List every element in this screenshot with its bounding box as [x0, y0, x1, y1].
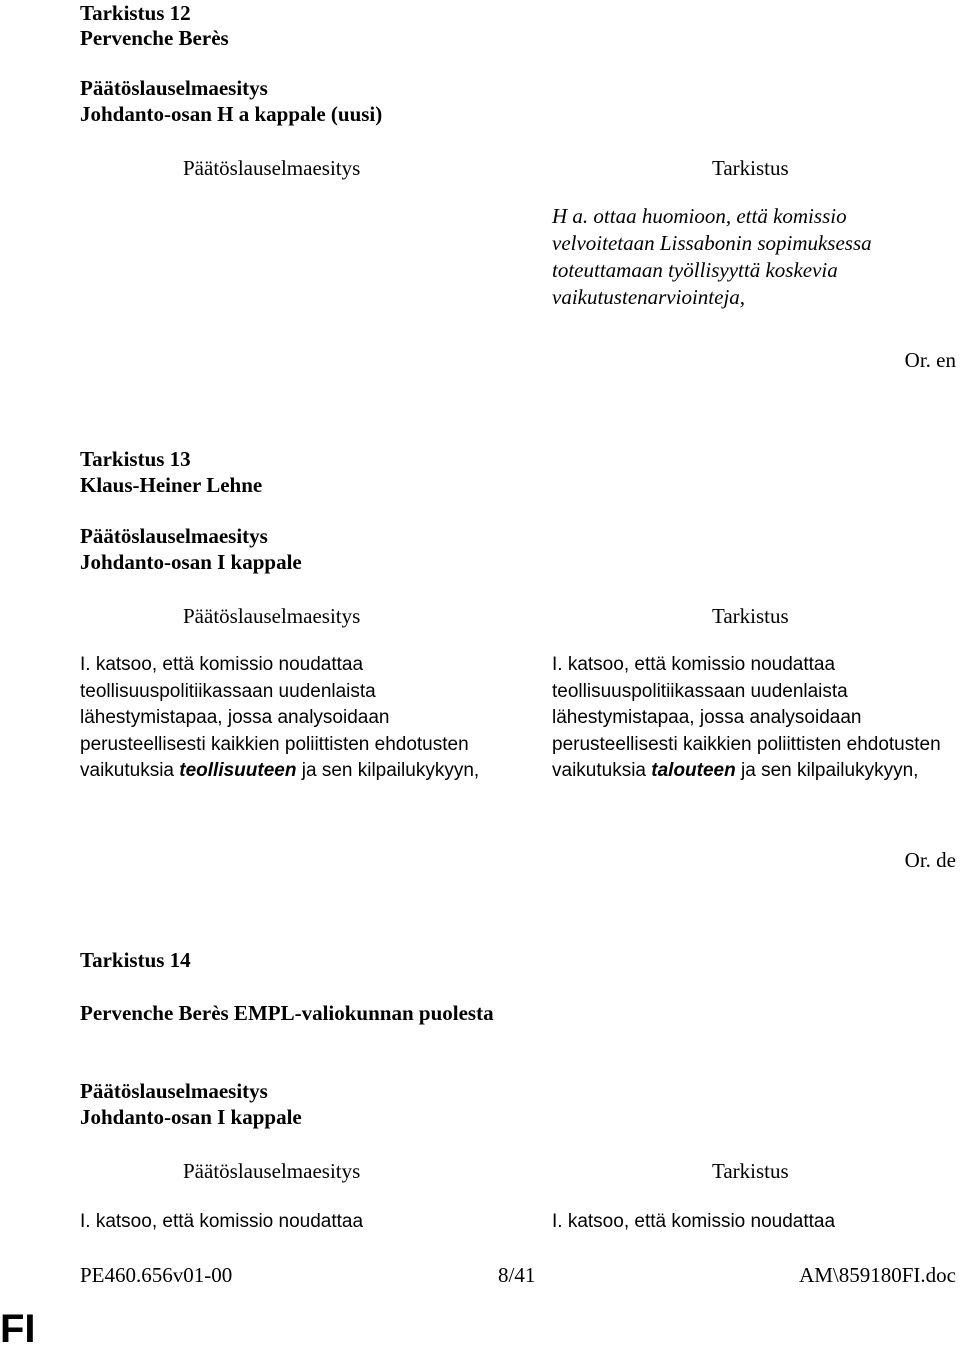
amendment-12-section: Johdanto-osan H a kappale (uusi)	[80, 102, 383, 126]
amendment-13-col-left-header: Päätöslauselmaesitys	[183, 604, 361, 628]
amendment-14-author: Pervenche Berès EMPL-valiokunnan puolesta	[80, 1001, 494, 1025]
footer-page-number: 8/41	[498, 1263, 536, 1287]
amendment-12-right-line-2: velvoitetaan Lissabonin sopimuksessa	[552, 231, 872, 255]
amendment-12-author: Pervenche Berès	[80, 26, 229, 50]
amendment-14-right-text: I. katsoo, että komissio noudattaa	[552, 1211, 836, 1232]
footer-filename: AM\859180FI.doc	[799, 1263, 956, 1287]
amendment-13-section: Johdanto-osan I kappale	[80, 550, 302, 574]
amendment-13-original-language: Or. de	[904, 848, 956, 872]
amendment-14-left-text: I. katsoo, että komissio noudattaa	[80, 1211, 364, 1232]
amendment-13-doc-label: Päätöslauselmaesitys	[80, 524, 268, 548]
amendment-13-right-emphasis: talouteen	[651, 760, 736, 781]
amendment-14-section: Johdanto-osan I kappale	[80, 1105, 302, 1129]
amendment-14-heading: Tarkistus 14	[80, 948, 191, 972]
amendment-13-col-right-header: Tarkistus	[712, 604, 789, 628]
amendment-14-col-right-header: Tarkistus	[712, 1159, 789, 1183]
amendment-14-col-left-header: Päätöslauselmaesitys	[183, 1159, 361, 1183]
amendment-12-right-line-1: H a. ottaa huomioon, että komissio	[552, 204, 847, 228]
amendment-12-original-language: Or. en	[904, 348, 956, 372]
amendment-13-left-text: I. katsoo, että komissio noudattaa teollisuuspolitiikassaan uudenlaista lähestymistapaa, jossa analysoidaan perusteellisesti kaikkien poliittisten ehdotusten vaikutuksia teollisuuteen ja sen kilpailukykyyn,	[80, 654, 480, 781]
amendment-12-right-line-3: toteuttamaan työllisyyttä koskevia	[552, 258, 838, 282]
footer-reference: PE460.656v01-00	[80, 1263, 233, 1287]
amendment-12-col-left-header: Päätöslauselmaesitys	[183, 156, 361, 180]
amendment-13-left-emphasis: teollisuuteen	[179, 760, 297, 781]
amendment-12-col-right-header: Tarkistus	[712, 156, 789, 180]
amendment-13-right-text: I. katsoo, että komissio noudattaa teollisuuspolitiikassaan uudenlaista lähestymistapaa, jossa analysoidaan perusteellisesti kaikkien poliittisten ehdotusten vaikutuksia talouteen ja sen kilpailukykyyn,	[552, 654, 941, 781]
amendment-12-right-line-4: vaikutustenarviointeja,	[552, 285, 746, 309]
amendment-13-heading: Tarkistus 13	[80, 447, 191, 471]
amendment-12-doc-label: Päätöslauselmaesitys	[80, 76, 268, 100]
amendment-14-doc-label: Päätöslauselmaesitys	[80, 1079, 268, 1103]
amendment-12-heading: Tarkistus 12	[80, 1, 191, 25]
language-badge: FI	[0, 1307, 36, 1351]
amendment-13-author: Klaus-Heiner Lehne	[80, 473, 263, 497]
